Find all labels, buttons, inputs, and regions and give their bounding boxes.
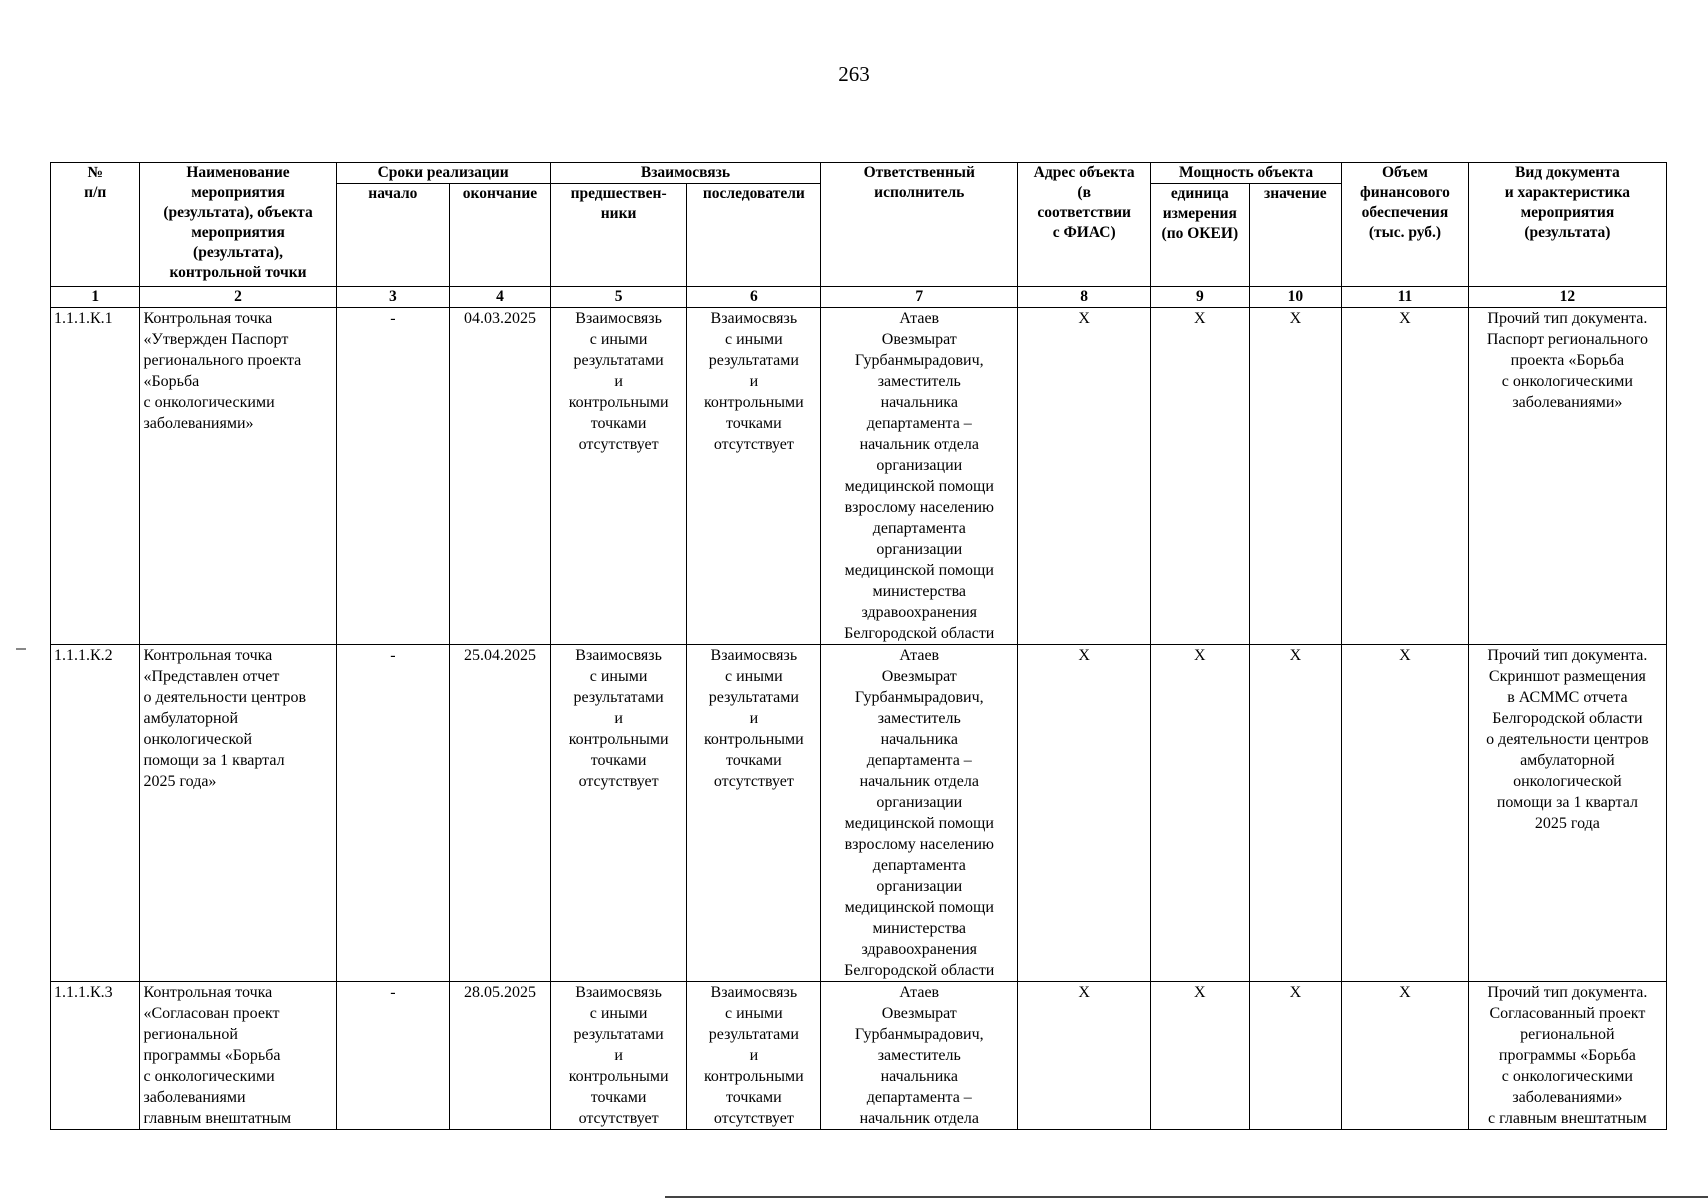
column-number: 3 xyxy=(336,287,450,308)
row-end: 25.04.2025 xyxy=(450,645,551,982)
header-unit: единица измерения (по ОКЕИ) xyxy=(1151,184,1250,287)
column-number: 2 xyxy=(140,287,336,308)
header-terms: Сроки реализации xyxy=(336,163,550,184)
header-value: значение xyxy=(1249,184,1342,287)
header-finance: Объем финансового обеспечения (тыс. руб.) xyxy=(1342,163,1469,287)
table-row xyxy=(51,982,1667,1130)
column-number: 4 xyxy=(450,287,551,308)
column-number: 5 xyxy=(550,287,687,308)
row-doc: Прочий тип документа. Паспорт регионального проекта «Борьба с онкологическими заболеваниями» xyxy=(1468,308,1666,645)
row-predecessors: Взаимосвязь с иными результатами и контрольными точками отсутствует xyxy=(550,308,687,645)
page-number: 263 xyxy=(838,62,870,86)
row-end: 28.05.2025 xyxy=(450,982,551,1130)
row-value: X xyxy=(1249,645,1342,982)
row-address: X xyxy=(1018,982,1151,1130)
header-address: Адрес объекта (в соответствии с ФИАС) xyxy=(1018,163,1151,287)
row-successors: Взаимосвязь с иными результатами и контрольными точками отсутствует xyxy=(687,982,821,1130)
row-address: X xyxy=(1018,645,1151,982)
row-value: X xyxy=(1249,308,1342,645)
row-name: Контрольная точка «Согласован проект региональной программы «Борьба с онкологическими заболеваниями главным внештатным xyxy=(140,982,336,1130)
row-unit: X xyxy=(1151,308,1250,645)
header-start: начало xyxy=(336,184,450,287)
row-successors: Взаимосвязь с иными результатами и контрольными точками отсутствует xyxy=(687,645,821,982)
row-start: - xyxy=(336,982,450,1130)
header-predecessors: предшествен- ники xyxy=(550,184,687,287)
table-row xyxy=(51,645,1667,982)
row-doc: Прочий тип документа. Скриншот размещения в АСММС отчета Белгородской области о деятельности центров амбулаторной онкологической помощи за 1 квартал 2025 года xyxy=(1468,645,1666,982)
row-name: Контрольная точка «Утвержден Паспорт регионального проекта «Борьба с онкологическими заболеваниями» xyxy=(140,308,336,645)
row-name: Контрольная точка «Представлен отчет о деятельности центров амбулаторной онкологической помощи за 1 квартал 2025 года» xyxy=(140,645,336,982)
row-successors: Взаимосвязь с иными результатами и контрольными точками отсутствует xyxy=(687,308,821,645)
row-end: 04.03.2025 xyxy=(450,308,551,645)
row-number: 1.1.1.К.2 xyxy=(51,645,140,982)
column-number: 6 xyxy=(687,287,821,308)
row-responsible: Атаев Овезмырат Гурбанмырадович, заместитель начальника департамента – начальник отдела организации медицинской помощи взрослому населению департамента организации медицинской помощи министерства здравоохранения Белгородской области xyxy=(821,308,1018,645)
row-predecessors: Взаимосвязь с иными результатами и контрольными точками отсутствует xyxy=(550,982,687,1130)
header-end: окончание xyxy=(450,184,551,287)
header-relation: Взаимосвязь xyxy=(550,163,820,184)
header-responsible: Ответственный исполнитель xyxy=(821,163,1018,287)
row-predecessors: Взаимосвязь с иными результатами и контрольными точками отсутствует xyxy=(550,645,687,982)
table-row xyxy=(51,308,1667,645)
column-number: 1 xyxy=(51,287,140,308)
plan-table xyxy=(50,162,1667,1130)
row-value: X xyxy=(1249,982,1342,1130)
row-unit: X xyxy=(1151,982,1250,1130)
header-number: № п/п xyxy=(51,163,140,287)
row-start: - xyxy=(336,645,450,982)
header-capacity: Мощность объекта xyxy=(1151,163,1342,184)
header-doc-type: Вид документа и характеристика мероприятия (результата) xyxy=(1468,163,1666,287)
column-number: 11 xyxy=(1342,287,1469,308)
row-finance: X xyxy=(1342,308,1469,645)
row-finance: X xyxy=(1342,982,1469,1130)
column-number: 10 xyxy=(1249,287,1342,308)
scan-bottom-line xyxy=(665,1196,1708,1198)
row-unit: X xyxy=(1151,645,1250,982)
column-number-row xyxy=(51,287,1667,308)
scan-mark xyxy=(16,648,26,650)
column-number: 7 xyxy=(821,287,1018,308)
column-number: 9 xyxy=(1151,287,1250,308)
row-finance: X xyxy=(1342,645,1469,982)
row-responsible: Атаев Овезмырат Гурбанмырадович, заместитель начальника департамента – начальник отдела организации медицинской помощи взрослому населению департамента организации медицинской помощи министерства здравоохранения Белгородской области xyxy=(821,645,1018,982)
row-start: - xyxy=(336,308,450,645)
row-number: 1.1.1.К.3 xyxy=(51,982,140,1130)
column-number: 8 xyxy=(1018,287,1151,308)
row-number: 1.1.1.К.1 xyxy=(51,308,140,645)
header-name: Наименование мероприятия (результата), объекта мероприятия (результата), контрольной точки xyxy=(140,163,336,287)
column-number: 12 xyxy=(1468,287,1666,308)
row-responsible: Атаев Овезмырат Гурбанмырадович, заместитель начальника департамента – начальник отдела xyxy=(821,982,1018,1130)
row-address: X xyxy=(1018,308,1151,645)
row-doc: Прочий тип документа. Согласованный проект региональной программы «Борьба с онкологическими заболеваниями» с главным внештатным xyxy=(1468,982,1666,1130)
header-successors: последователи xyxy=(687,184,821,287)
